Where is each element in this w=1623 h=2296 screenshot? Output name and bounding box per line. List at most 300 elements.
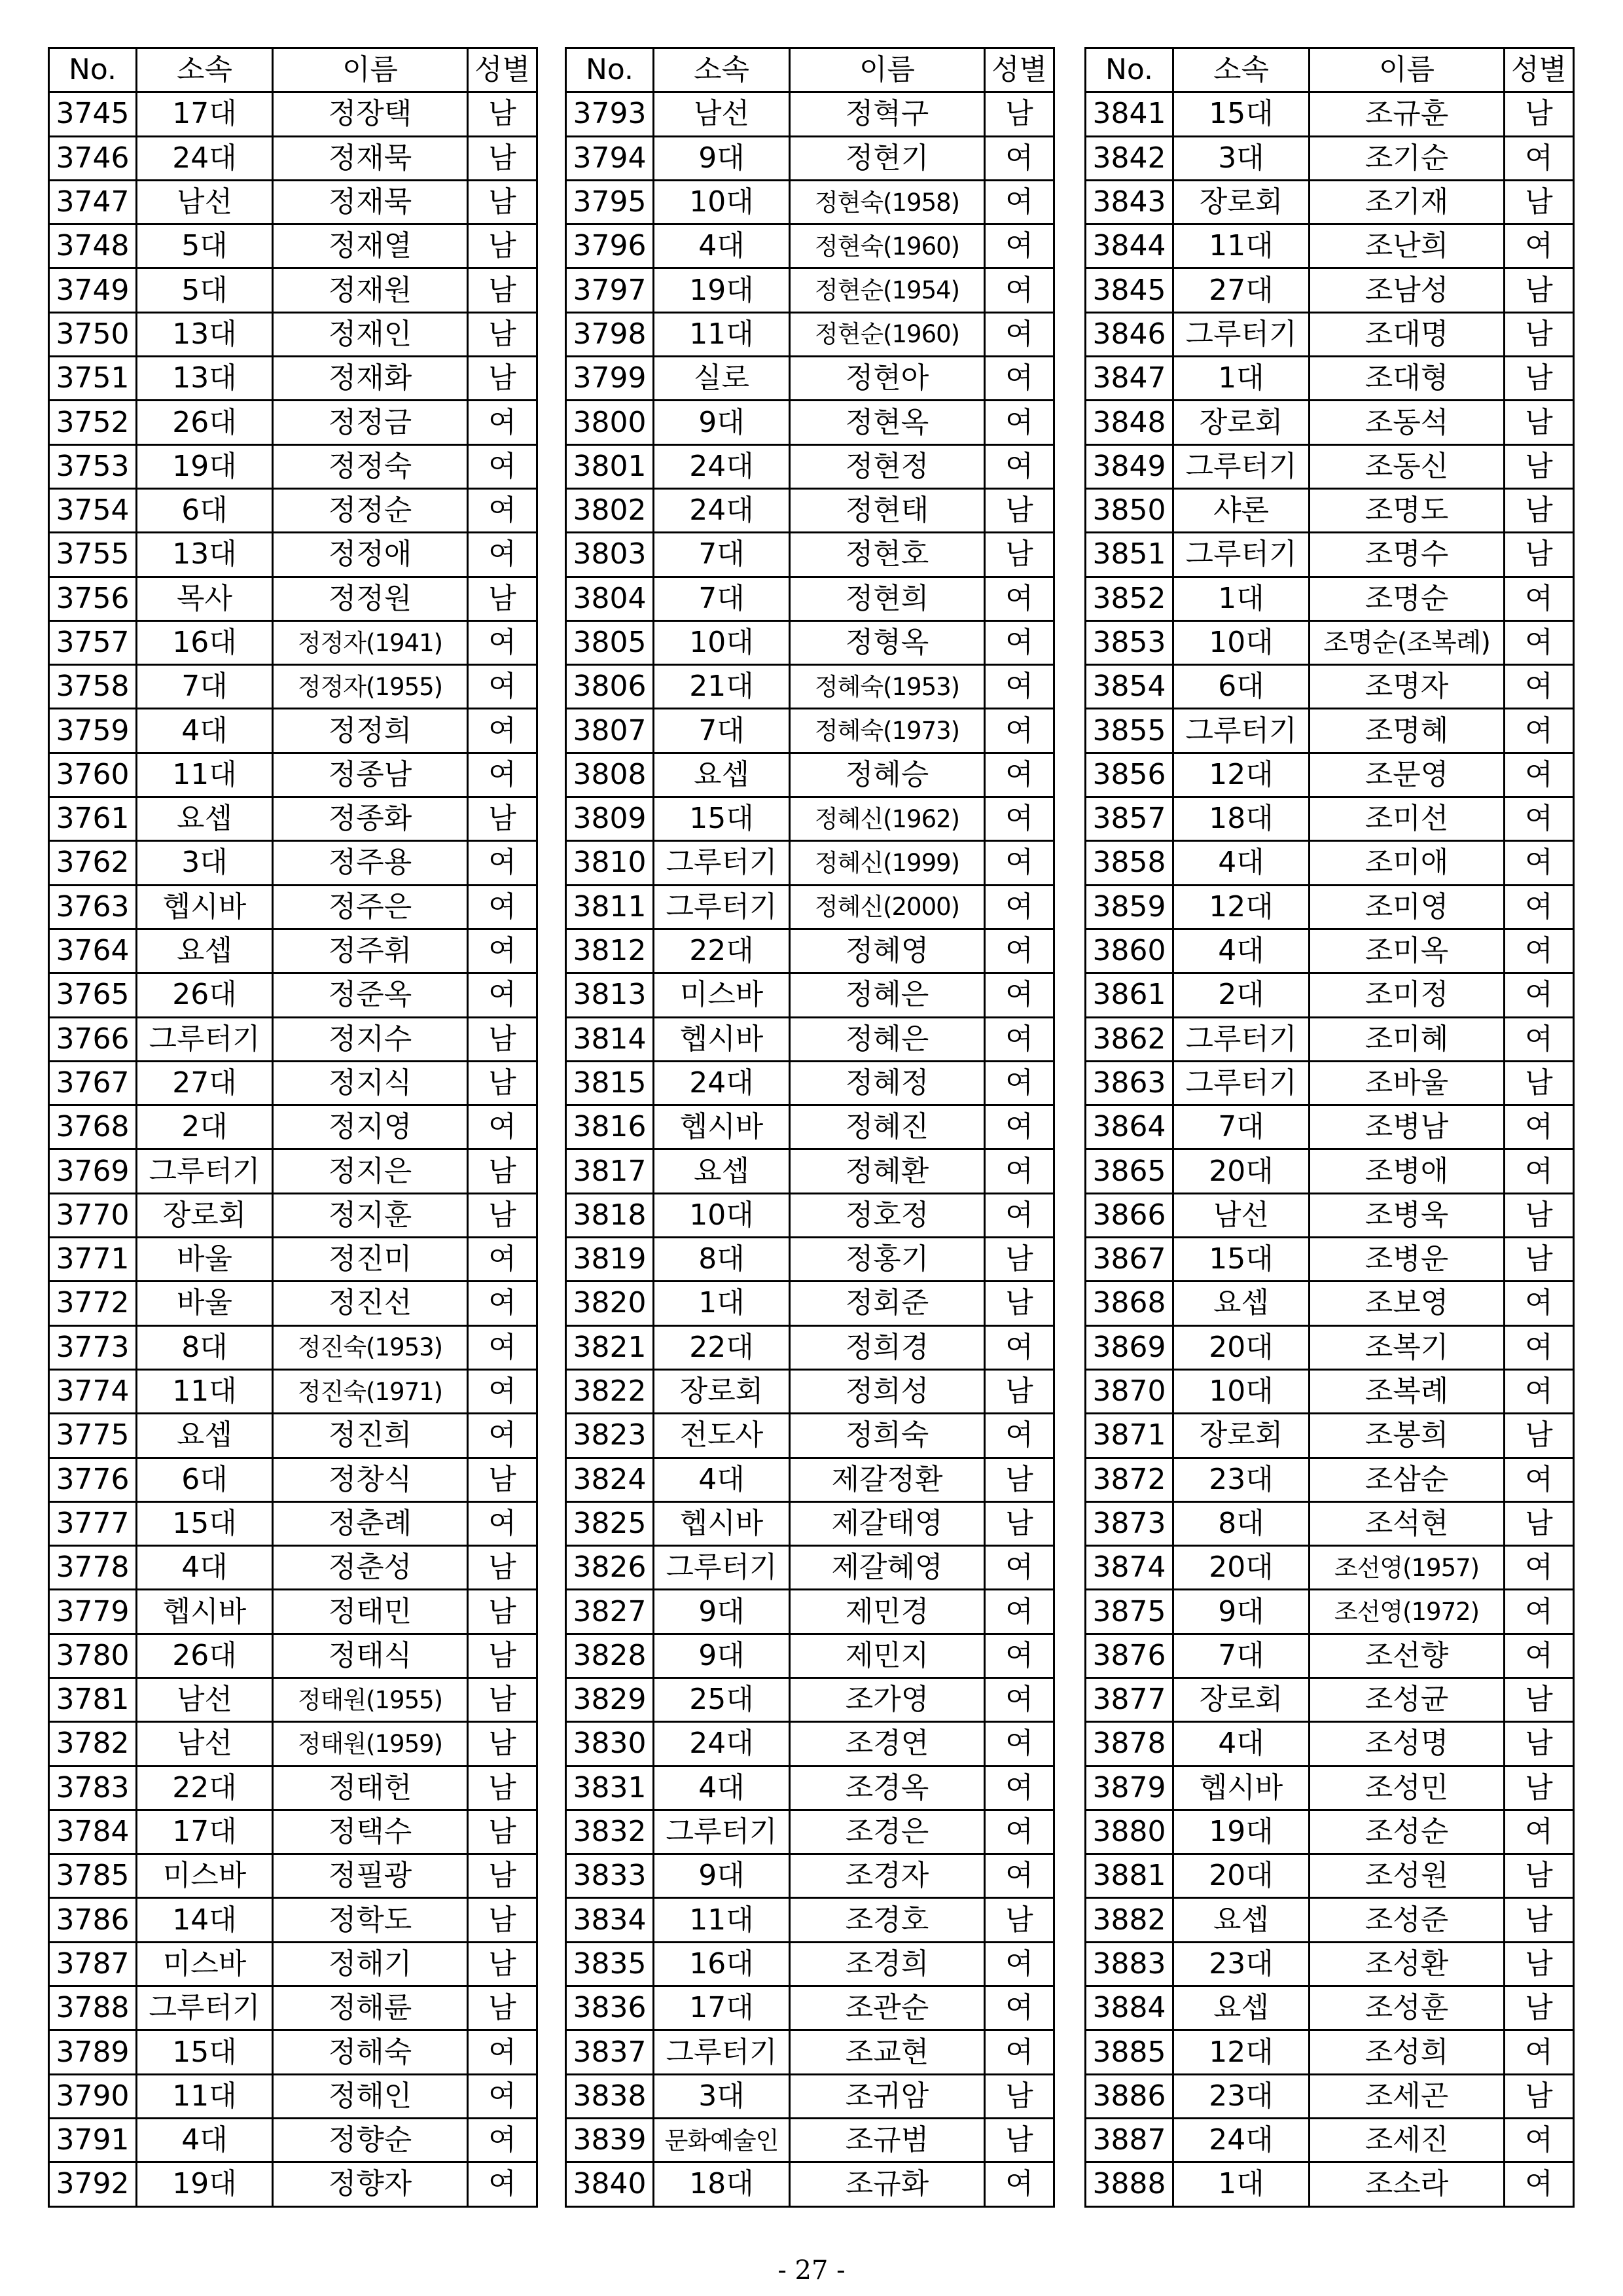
cell-no: 3796 — [566, 224, 654, 268]
cell-name: 조동신 — [1310, 444, 1505, 488]
table-row — [566, 312, 1054, 356]
cell-no: 3837 — [566, 2030, 654, 2074]
cell-affiliation: 3대 — [1173, 136, 1310, 180]
cell-name: 조명혜 — [1310, 709, 1505, 753]
cell-name: 조명자 — [1310, 665, 1505, 709]
cell-name: 조규훈 — [1310, 92, 1505, 136]
cell-affiliation: 그루터기 — [1173, 312, 1310, 356]
table-row — [1086, 1414, 1574, 1458]
table-row — [49, 1501, 537, 1545]
table-row — [566, 180, 1054, 224]
table-row — [49, 488, 537, 532]
cell-no: 3817 — [566, 1149, 654, 1193]
cell-affiliation: 7대 — [654, 709, 790, 753]
cell-no: 3773 — [49, 1325, 137, 1369]
cell-name: 정진선 — [273, 1282, 468, 1325]
cell-no: 3860 — [1086, 929, 1173, 973]
cell-no: 3812 — [566, 929, 654, 973]
cell-gender: 여 — [985, 1546, 1054, 1590]
cell-gender: 여 — [985, 357, 1054, 401]
cell-no: 3826 — [566, 1546, 654, 1590]
table-row — [1086, 224, 1574, 268]
cell-name: 정현기 — [790, 136, 985, 180]
cell-no: 3775 — [49, 1414, 137, 1458]
cell-no: 3791 — [49, 2118, 137, 2162]
cell-affiliation: 8대 — [654, 1238, 790, 1282]
table-row — [1086, 444, 1574, 488]
cell-no: 3793 — [566, 92, 654, 136]
cell-gender: 남 — [1505, 1854, 1574, 1898]
cell-gender: 여 — [1505, 1282, 1574, 1325]
table-row — [1086, 577, 1574, 620]
cell-gender: 남 — [1505, 180, 1574, 224]
cell-name: 조복례 — [1310, 1369, 1505, 1413]
cell-affiliation: 장로회 — [1173, 1677, 1310, 1721]
cell-no: 3751 — [49, 357, 137, 401]
cell-name: 조귀암 — [790, 2074, 985, 2118]
cell-gender: 여 — [985, 1677, 1054, 1721]
cell-name: 정현순(1960) — [790, 312, 985, 356]
cell-no: 3857 — [1086, 797, 1173, 841]
cell-no: 3819 — [566, 1238, 654, 1282]
table-row — [49, 885, 537, 929]
cell-affiliation: 23대 — [1173, 2074, 1310, 2118]
cell-name: 조선향 — [1310, 1634, 1505, 1677]
cell-affiliation: 남선 — [1173, 1193, 1310, 1237]
cell-gender: 남 — [468, 1149, 537, 1193]
header-row — [49, 48, 537, 92]
cell-name: 조선영(1972) — [1310, 1590, 1505, 1634]
cell-affiliation: 4대 — [654, 1766, 790, 1810]
cell-no: 3766 — [49, 1017, 137, 1061]
cell-affiliation: 그루터기 — [654, 1810, 790, 1854]
cell-name: 조성민 — [1310, 1766, 1505, 1810]
cell-gender: 남 — [1505, 1722, 1574, 1766]
cell-gender: 여 — [985, 1149, 1054, 1193]
cell-no: 3886 — [1086, 2074, 1173, 2118]
cell-affiliation: 그루터기 — [137, 1986, 273, 2030]
cell-no: 3774 — [49, 1369, 137, 1413]
cell-no: 3806 — [566, 665, 654, 709]
cell-affiliation: 요셉 — [1173, 1898, 1310, 1942]
cell-gender: 남 — [985, 1282, 1054, 1325]
cell-name: 조세곤 — [1310, 2074, 1505, 2118]
cell-name: 정정원 — [273, 577, 468, 620]
cell-name: 정지식 — [273, 1061, 468, 1105]
cell-gender: 여 — [1505, 1017, 1574, 1061]
cell-affiliation: 13대 — [137, 357, 273, 401]
cell-no: 3792 — [49, 2162, 137, 2206]
cell-no: 3800 — [566, 401, 654, 444]
cell-affiliation: 요셉 — [1173, 1986, 1310, 2030]
cell-gender: 여 — [1505, 224, 1574, 268]
cell-gender: 여 — [468, 1325, 537, 1369]
cell-affiliation: 3대 — [654, 2074, 790, 2118]
cell-no: 3756 — [49, 577, 137, 620]
cell-affiliation: 26대 — [137, 1634, 273, 1677]
cell-affiliation: 9대 — [654, 1854, 790, 1898]
cell-gender: 여 — [1505, 709, 1574, 753]
cell-name: 조규화 — [790, 2162, 985, 2206]
table-row — [566, 709, 1054, 753]
cell-no: 3754 — [49, 488, 137, 532]
cell-affiliation: 실로 — [654, 357, 790, 401]
cell-name: 정진희 — [273, 1414, 468, 1458]
table-row — [566, 1634, 1054, 1677]
cell-no: 3868 — [1086, 1282, 1173, 1325]
cell-no: 3776 — [49, 1458, 137, 1501]
cell-no: 3850 — [1086, 488, 1173, 532]
cell-no: 3835 — [566, 1942, 654, 1986]
cell-name: 정현순(1954) — [790, 268, 985, 312]
table-row — [566, 1149, 1054, 1193]
cell-affiliation: 25대 — [654, 1677, 790, 1721]
cell-gender: 여 — [985, 401, 1054, 444]
cell-gender: 여 — [985, 885, 1054, 929]
cell-gender: 남 — [1505, 1193, 1574, 1237]
cell-name: 정현아 — [790, 357, 985, 401]
cell-name: 정재묵 — [273, 180, 468, 224]
table-row — [1086, 2074, 1574, 2118]
cell-name: 정태원(1955) — [273, 1677, 468, 1721]
cell-name: 정필광 — [273, 1854, 468, 1898]
cell-name: 정지수 — [273, 1017, 468, 1061]
cell-name: 조성준 — [1310, 1898, 1505, 1942]
cell-affiliation: 미스바 — [137, 1854, 273, 1898]
cell-affiliation: 바울 — [137, 1282, 273, 1325]
cell-no: 3888 — [1086, 2162, 1173, 2206]
table-row — [49, 1193, 537, 1237]
cell-affiliation: 헵시바 — [654, 1105, 790, 1149]
cell-affiliation: 20대 — [1173, 1325, 1310, 1369]
cell-gender: 남 — [468, 1590, 537, 1634]
cell-no: 3780 — [49, 1634, 137, 1677]
cell-name: 조경은 — [790, 1810, 985, 1854]
table-row — [1086, 665, 1574, 709]
cell-no: 3808 — [566, 753, 654, 797]
cell-name: 정혜영 — [790, 929, 985, 973]
cell-affiliation: 4대 — [137, 709, 273, 753]
cell-gender: 여 — [1505, 973, 1574, 1017]
cell-affiliation: 요셉 — [1173, 1282, 1310, 1325]
header-gender: 성별 — [985, 48, 1054, 92]
cell-gender: 여 — [1505, 1590, 1574, 1634]
cell-affiliation: 목사 — [137, 577, 273, 620]
cell-name: 정혜신(1962) — [790, 797, 985, 841]
cell-affiliation: 3대 — [137, 841, 273, 885]
cell-affiliation: 24대 — [137, 136, 273, 180]
cell-gender: 남 — [468, 180, 537, 224]
cell-gender: 여 — [468, 401, 537, 444]
cell-affiliation: 1대 — [654, 1282, 790, 1325]
roster-table-2 — [565, 47, 1055, 2208]
cell-name: 정주은 — [273, 885, 468, 929]
cell-name: 정준옥 — [273, 973, 468, 1017]
cell-name: 조가영 — [790, 1677, 985, 1721]
table-row — [566, 401, 1054, 444]
cell-name: 정진숙(1971) — [273, 1369, 468, 1413]
table-row — [49, 401, 537, 444]
cell-no: 3829 — [566, 1677, 654, 1721]
cell-gender: 여 — [1505, 136, 1574, 180]
cell-no: 3794 — [566, 136, 654, 180]
cell-gender: 남 — [985, 1898, 1054, 1942]
cell-no: 3841 — [1086, 92, 1173, 136]
cell-name: 조병애 — [1310, 1149, 1505, 1193]
cell-gender: 여 — [985, 1634, 1054, 1677]
cell-affiliation: 헵시바 — [654, 1501, 790, 1545]
cell-no: 3789 — [49, 2030, 137, 2074]
cell-affiliation: 문화예술인 — [654, 2118, 790, 2162]
cell-name: 정지훈 — [273, 1193, 468, 1237]
cell-name: 조명수 — [1310, 533, 1505, 577]
cell-affiliation: 그루터기 — [137, 1149, 273, 1193]
cell-no: 3876 — [1086, 1634, 1173, 1677]
cell-no: 3828 — [566, 1634, 654, 1677]
cell-affiliation: 11대 — [654, 1898, 790, 1942]
cell-name: 조남성 — [1310, 268, 1505, 312]
table-row — [1086, 2030, 1574, 2074]
table-row — [49, 753, 537, 797]
cell-name: 정해기 — [273, 1942, 468, 1986]
table-row — [566, 929, 1054, 973]
cell-affiliation: 7대 — [654, 533, 790, 577]
cell-gender: 남 — [1505, 1942, 1574, 1986]
cell-affiliation: 27대 — [137, 1061, 273, 1105]
cell-affiliation: 요셉 — [137, 1414, 273, 1458]
table-row — [566, 1546, 1054, 1590]
cell-affiliation: 장로회 — [137, 1193, 273, 1237]
cell-no: 3755 — [49, 533, 137, 577]
cell-affiliation: 11대 — [137, 753, 273, 797]
table-row — [49, 268, 537, 312]
cell-affiliation: 그루터기 — [137, 1017, 273, 1061]
cell-no: 3864 — [1086, 1105, 1173, 1149]
cell-affiliation: 장로회 — [654, 1369, 790, 1413]
cell-affiliation: 요셉 — [137, 929, 273, 973]
cell-affiliation: 7대 — [654, 577, 790, 620]
cell-name: 정정순 — [273, 488, 468, 532]
table-row — [566, 1590, 1054, 1634]
page-number: - 27 - — [777, 2255, 846, 2286]
cell-gender: 여 — [985, 1193, 1054, 1237]
cell-affiliation: 미스바 — [654, 973, 790, 1017]
cell-gender: 남 — [985, 2074, 1054, 2118]
cell-name: 정정숙 — [273, 444, 468, 488]
cell-gender: 여 — [1505, 797, 1574, 841]
table-row — [49, 1414, 537, 1458]
cell-no: 3818 — [566, 1193, 654, 1237]
cell-affiliation: 그루터기 — [654, 885, 790, 929]
cell-gender: 남 — [468, 1546, 537, 1590]
table-row — [566, 753, 1054, 797]
header-affiliation: 소속 — [654, 48, 790, 92]
cell-affiliation: 15대 — [137, 2030, 273, 2074]
cell-no: 3790 — [49, 2074, 137, 2118]
cell-name: 제갈정환 — [790, 1458, 985, 1501]
cell-no: 3859 — [1086, 885, 1173, 929]
table-row — [1086, 841, 1574, 885]
cell-no: 3842 — [1086, 136, 1173, 180]
table-row — [49, 1942, 537, 1986]
cell-no: 3777 — [49, 1501, 137, 1545]
cell-no: 3807 — [566, 709, 654, 753]
table-row — [1086, 1766, 1574, 1810]
cell-gender: 남 — [985, 533, 1054, 577]
cell-gender: 여 — [1505, 1149, 1574, 1193]
cell-gender: 여 — [985, 180, 1054, 224]
cell-gender: 여 — [468, 1369, 537, 1413]
cell-name: 정현희 — [790, 577, 985, 620]
cell-gender: 남 — [1505, 444, 1574, 488]
cell-gender: 남 — [468, 357, 537, 401]
cell-gender: 남 — [1505, 312, 1574, 356]
cell-gender: 여 — [468, 2162, 537, 2206]
cell-gender: 여 — [985, 973, 1054, 1017]
cell-gender: 여 — [1505, 620, 1574, 664]
cell-affiliation: 12대 — [1173, 753, 1310, 797]
cell-name: 정정희 — [273, 709, 468, 753]
table-row — [566, 841, 1054, 885]
cell-affiliation: 22대 — [654, 929, 790, 973]
cell-affiliation: 19대 — [137, 444, 273, 488]
cell-name: 정해륜 — [273, 1986, 468, 2030]
cell-name: 조명순 — [1310, 577, 1505, 620]
table-row — [1086, 1061, 1574, 1105]
table-row — [49, 1722, 537, 1766]
table-row — [1086, 1854, 1574, 1898]
cell-gender: 여 — [468, 488, 537, 532]
cell-affiliation: 15대 — [1173, 92, 1310, 136]
table-row — [566, 1369, 1054, 1413]
cell-no: 3852 — [1086, 577, 1173, 620]
cell-affiliation: 남선 — [137, 1722, 273, 1766]
cell-no: 3797 — [566, 268, 654, 312]
cell-affiliation: 7대 — [137, 665, 273, 709]
cell-name: 정해숙 — [273, 2030, 468, 2074]
cell-affiliation: 4대 — [137, 1546, 273, 1590]
cell-affiliation: 헵시바 — [137, 1590, 273, 1634]
table-row — [49, 92, 537, 136]
table-row — [566, 1766, 1054, 1810]
cell-gender: 남 — [1505, 1766, 1574, 1810]
table-row — [566, 665, 1054, 709]
cell-gender: 남 — [468, 1722, 537, 1766]
table-row — [566, 488, 1054, 532]
table-row — [1086, 1634, 1574, 1677]
cell-gender: 여 — [985, 268, 1054, 312]
table-row — [566, 1105, 1054, 1149]
cell-gender: 여 — [1505, 2030, 1574, 2074]
cell-no: 3854 — [1086, 665, 1173, 709]
cell-gender: 여 — [985, 1061, 1054, 1105]
table-row — [49, 665, 537, 709]
cell-name: 조경옥 — [790, 1766, 985, 1810]
cell-name: 정종남 — [273, 753, 468, 797]
cell-affiliation: 2대 — [137, 1105, 273, 1149]
cell-affiliation: 23대 — [1173, 1458, 1310, 1501]
table-row — [49, 2162, 537, 2206]
cell-name: 조미혜 — [1310, 1017, 1505, 1061]
cell-no: 3803 — [566, 533, 654, 577]
cell-no: 3759 — [49, 709, 137, 753]
cell-no: 3757 — [49, 620, 137, 664]
cell-gender: 여 — [985, 2030, 1054, 2074]
cell-no: 3838 — [566, 2074, 654, 2118]
cell-name: 조성훈 — [1310, 1986, 1505, 2030]
cell-gender: 여 — [985, 577, 1054, 620]
cell-gender: 여 — [468, 1282, 537, 1325]
cell-gender: 여 — [1505, 841, 1574, 885]
cell-affiliation: 9대 — [654, 401, 790, 444]
cell-no: 3801 — [566, 444, 654, 488]
table-row — [1086, 1501, 1574, 1545]
cell-name: 제갈태영 — [790, 1501, 985, 1545]
table-row — [49, 1986, 537, 2030]
cell-no: 3752 — [49, 401, 137, 444]
table-row — [566, 1501, 1054, 1545]
header-affiliation: 소속 — [1173, 48, 1310, 92]
cell-affiliation: 22대 — [654, 1325, 790, 1369]
table-row — [49, 1325, 537, 1369]
cell-no: 3862 — [1086, 1017, 1173, 1061]
table-row — [1086, 312, 1574, 356]
cell-name: 조미선 — [1310, 797, 1505, 841]
cell-name: 조미애 — [1310, 841, 1505, 885]
cell-affiliation: 13대 — [137, 533, 273, 577]
cell-gender: 여 — [468, 2118, 537, 2162]
table-row — [566, 444, 1054, 488]
table-row — [49, 620, 537, 664]
cell-affiliation: 10대 — [1173, 1369, 1310, 1413]
cell-gender: 남 — [1505, 2074, 1574, 2118]
cell-gender: 여 — [468, 665, 537, 709]
cell-no: 3810 — [566, 841, 654, 885]
cell-gender: 여 — [985, 841, 1054, 885]
cell-gender: 여 — [468, 620, 537, 664]
cell-name: 조명도 — [1310, 488, 1505, 532]
cell-gender: 여 — [1505, 2118, 1574, 2162]
cell-gender: 여 — [985, 1414, 1054, 1458]
cell-affiliation: 20대 — [1173, 1854, 1310, 1898]
table-row — [566, 1898, 1054, 1942]
cell-name: 조명순(조복례) — [1310, 620, 1505, 664]
cell-name: 조석현 — [1310, 1501, 1505, 1545]
cell-gender: 남 — [468, 312, 537, 356]
cell-gender: 여 — [468, 841, 537, 885]
cell-gender: 남 — [468, 1017, 537, 1061]
cell-name: 조교현 — [790, 2030, 985, 2074]
cell-no: 3781 — [49, 1677, 137, 1721]
table-row — [1086, 1193, 1574, 1237]
table-row — [566, 577, 1054, 620]
cell-name: 정태식 — [273, 1634, 468, 1677]
header-affiliation: 소속 — [137, 48, 273, 92]
cell-no: 3844 — [1086, 224, 1173, 268]
cell-name: 조세진 — [1310, 2118, 1505, 2162]
cell-no: 3869 — [1086, 1325, 1173, 1369]
cell-name: 정태원(1959) — [273, 1722, 468, 1766]
cell-no: 3771 — [49, 1238, 137, 1282]
cell-no: 3875 — [1086, 1590, 1173, 1634]
cell-affiliation: 10대 — [654, 620, 790, 664]
table-row — [49, 1634, 537, 1677]
table-row — [49, 1149, 537, 1193]
cell-gender: 여 — [468, 929, 537, 973]
cell-gender: 여 — [985, 929, 1054, 973]
roster-table-1 — [48, 47, 538, 2208]
cell-no: 3872 — [1086, 1458, 1173, 1501]
